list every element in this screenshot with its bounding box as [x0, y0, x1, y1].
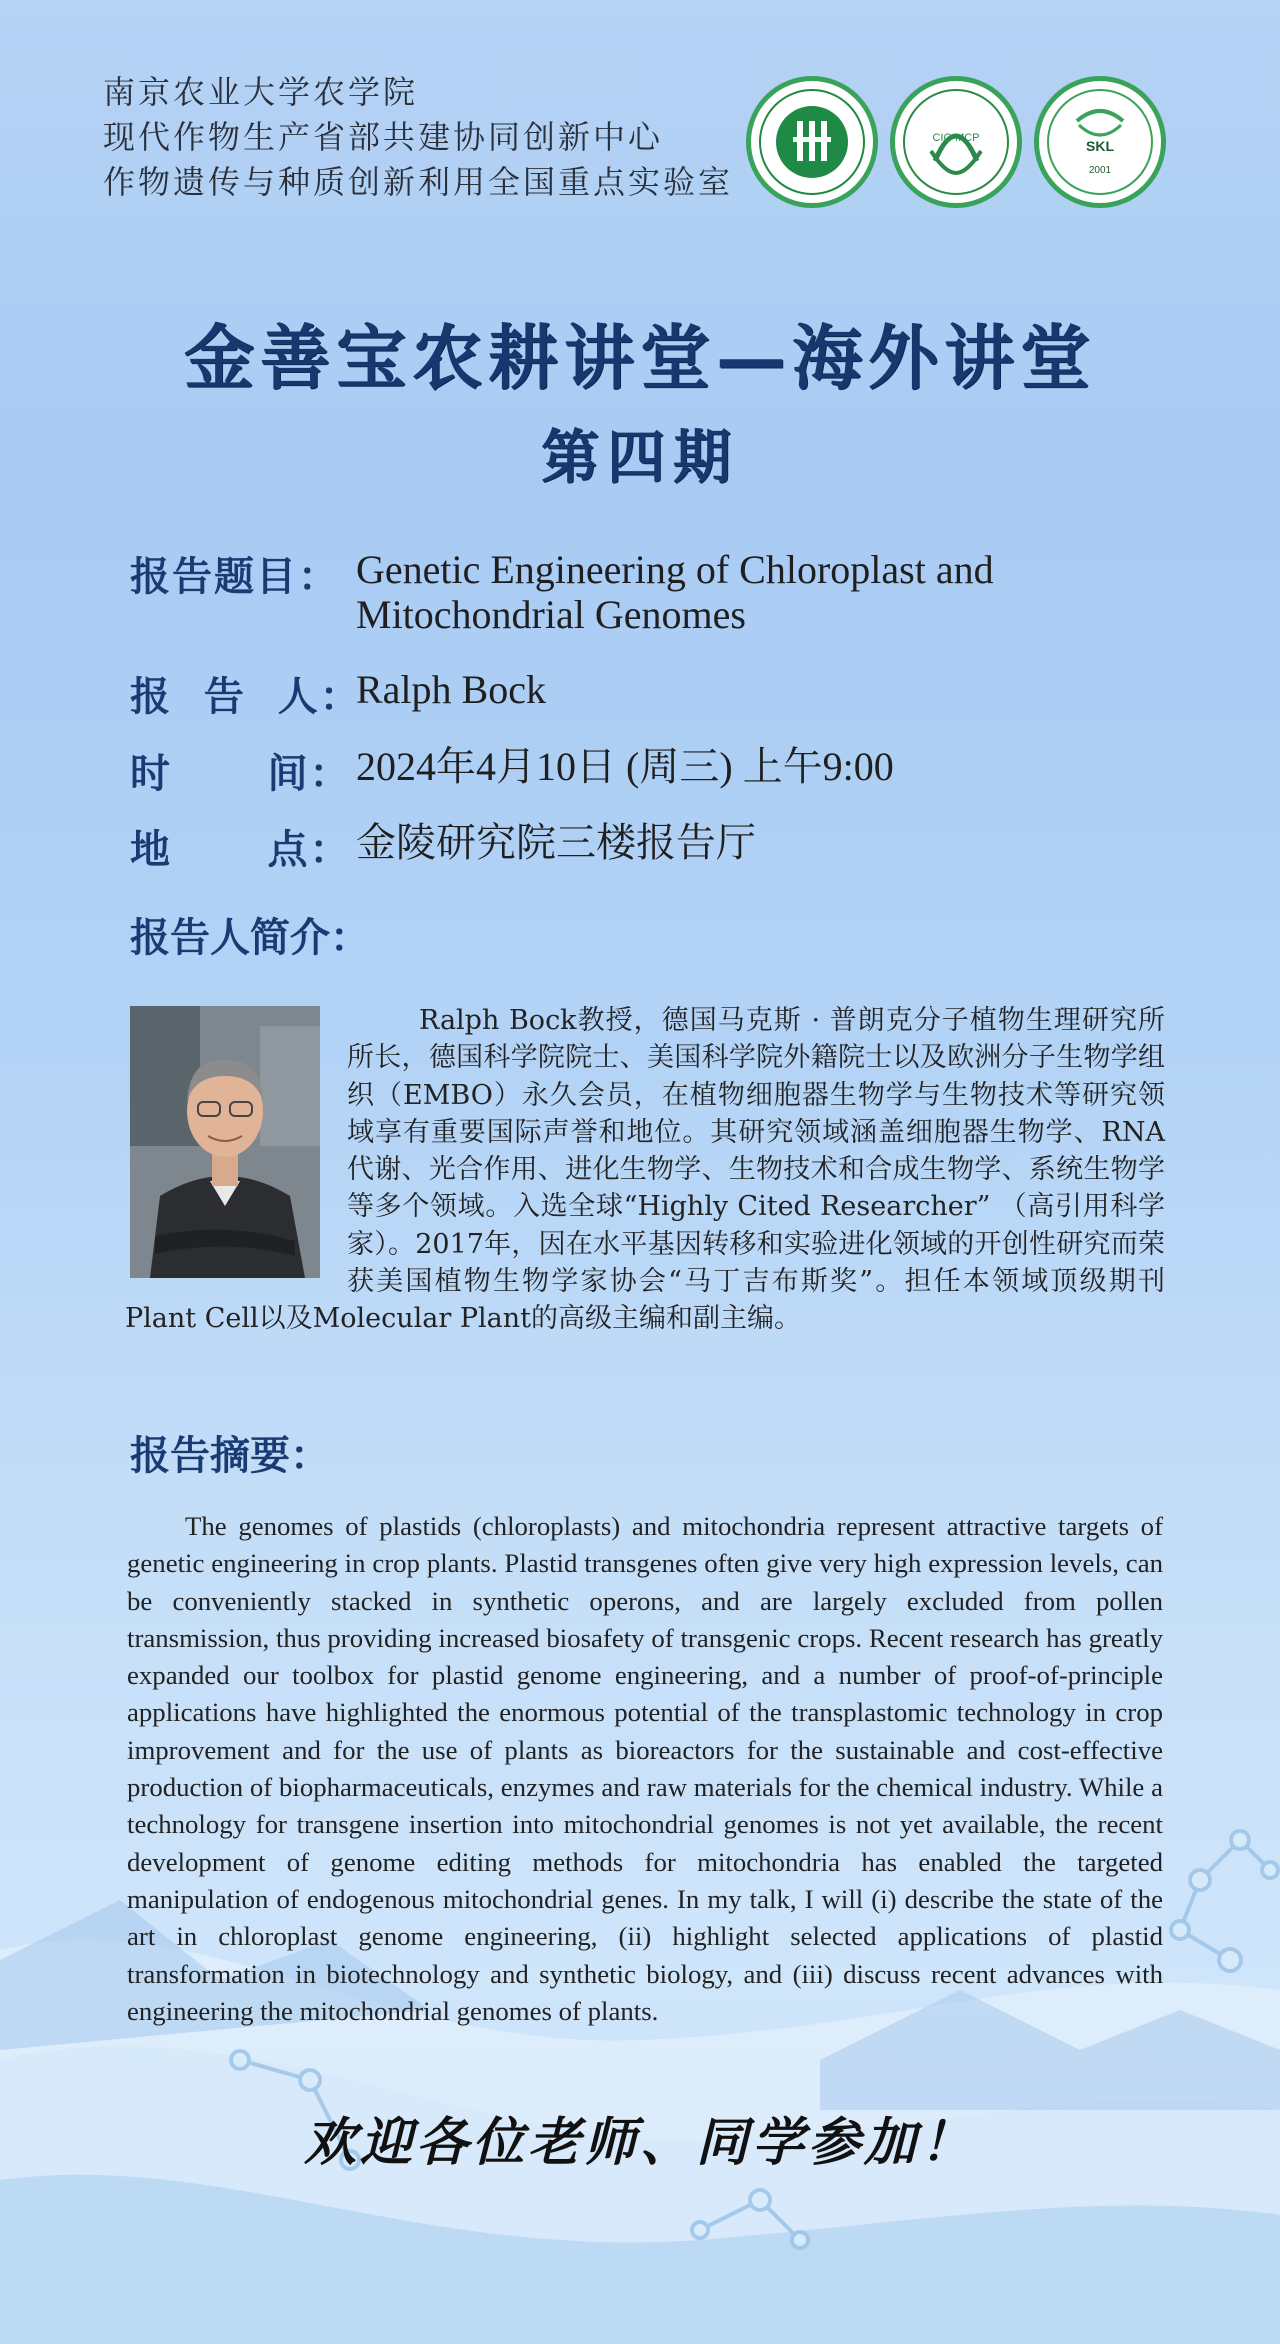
institution-line: 作物遗传与种质创新利用全国重点实验室	[103, 163, 734, 201]
lecture-series-title: 金善宝农耕讲堂—海外讲堂	[184, 316, 1096, 399]
abstract-heading: 报告摘要：	[130, 1433, 330, 1479]
institution-line: 现代作物生产省部共建协同创新中心	[103, 118, 664, 156]
welcome-message: 欢迎各位老师、同学参加！	[303, 2112, 976, 2173]
svg-text:2001: 2001	[1088, 165, 1112, 176]
speaker-bio-text	[125, 1002, 1165, 1338]
speaker-value: Ralph Bock	[356, 667, 546, 712]
report-topic-label: 报告题目：	[130, 554, 340, 600]
speaker-label: 报 告 人：	[130, 674, 362, 720]
abstract-text: The genomes of plastids (chloroplasts) and mitochondria represent attractive targets of genetic engineering in crop plants. Plastid transgenes often give very high expression levels, can be conveniently stacked in synthetic operons, and are largely excluded from pollen transmission, thus providing increased biosafety of transgenic crops. Recent research has greatly expanded our toolbox for plastid genome engineering, and a number of proof-of-principle applications have highlighted the enormous potential of the transplastomic technology in crop improvement and for the use of plants as bioreactors for the sustainable and cost-effective production of biopharmaceuticals, enzymes and raw materials for the chemical industry. While a technology for transgene insertion into mitochondrial genomes is not yet available, the recent development of genome editing methods for mitochondria has enabled the targeted manipulation of endogenous mitochondrial genes. In my talk, I will (i) describe the state of the art in chloroplast genome engineering, (ii) highlight selected applications of plastid transformation in biotechnology and synthetic biology, and (iii) discuss recent advances with engineering the mitochondrial genomes of plants.	[127, 1511, 1163, 2026]
location-value: 金陵研究院三楼报告厅	[356, 820, 756, 865]
cic-mcp-logo	[890, 76, 1022, 208]
college-of-agriculture-nau-logo	[746, 76, 878, 208]
svg-text:SKL: SKL	[1086, 138, 1114, 154]
institution-line: 南京农业大学农学院	[103, 73, 419, 111]
institution-header	[103, 70, 733, 205]
skl-logo	[1034, 76, 1166, 208]
report-topic-value-line2: Mitochondrial Genomes	[356, 592, 746, 637]
time-value: 2024年4月10日 (周三) 上午9:00	[356, 744, 894, 789]
svg-text:CIC-MCP: CIC-MCP	[932, 132, 980, 144]
time-label: 时 间：	[130, 751, 352, 797]
speaker-bio-paragraph: Ralph Bock教授，德国马克斯 · 普朗克分子植物生理研究所所长，德国科学院院士、美国科学院外籍院士以及欧洲分子生物学组织（EMBO）永久会员，在植物细胞器生物学与生物技术等研究领域享有重要国际声誉和地位。其研究领域涵盖细胞器生物学、RNA代谢、光合作用、进化生物学、生物技术和合成生物学、系统生物学等多个领域。入选全球“Highly Cited Researcher” （高引用科学家）。2017年，因在水平基因转移和实验进化领域的开创性研究而荣获美国植物生物学家协会“马丁吉布斯奖”。担任本领域顶级期刊Plant Cell以及Molecular Plant的高级主编和副主编。	[125, 1005, 1165, 1335]
speaker-bio-heading: 报告人简介：	[130, 915, 370, 961]
report-topic-value-line1: Genetic Engineering of Chloroplast and	[356, 547, 994, 592]
issue-title: 第四期	[540, 423, 739, 491]
location-label: 地 点：	[130, 827, 352, 873]
